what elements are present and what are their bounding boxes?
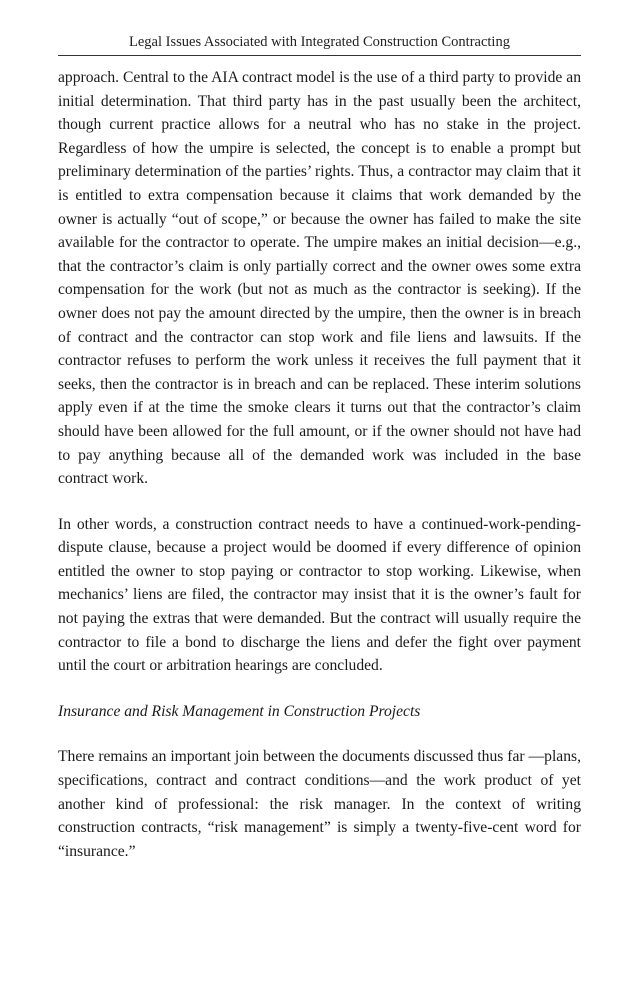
running-header: Legal Issues Associated with Integrated Construction Contracting — [129, 34, 510, 50]
section-heading: Insurance and Risk Management in Construction Projects — [58, 702, 421, 720]
paragraph-3: There remains an important join between the documents discussed thus far —plans, specifications, contract and contract conditions—and the work product of yet another kind of professional: the risk manager. In the context of writing construction contracts, “risk management” is simply a twenty-five-cent word for “insurance.” — [58, 748, 581, 860]
paragraph-2: In other words, a construction contract needs to have a continued-work-pending-dispute clause, because a project would be doomed if every difference of opinion entitled the owner to stop paying or contractor to stop working. Likewise, when mechanics’ liens are filed, the contractor may insist that it is the owner’s fault for not paying the extras that were demanded. But the contract will usually require the contractor to file a bond to discharge the liens and defer the fight over payment until the court or arbitration hearings are concluded. — [58, 515, 581, 675]
header-rule — [58, 55, 581, 56]
paragraph-1: approach. Central to the AIA contract model is the use of a third party to provide an initial determination. That third party has in the past usually been the architect, though current practice allows for a neutral who has no stake in the project. Regardless of how the umpire is selected, the concept is to enable a prompt but preliminary determination of the parties’ rights. Thus, a contractor may claim that it is entitled to extra compensation because it claims that work demanded by the owner is actually “out of scope,” or because the owner has failed to make the site available for the contractor to operate. The umpire makes an initial decision—e.g., that the contractor’s claim is only partially correct and the owner owes some extra compensation for the work (but not as much as the contractor is seeking). If the owner does not pay the amount directed by the umpire, then the owner is in breach of contract and the contractor can stop work and file liens and lawsuits. If the contractor refuses to perform the work unless it receives the full payment that it seeks, then the contractor is in breach and can be replaced. These interim solutions apply even if at the time the smoke clears it turns out that the contractor’s claim should have been allowed for the full amount, or if the owner should not have had to pay anything because all of the demanded work was included in the base contract work. — [58, 69, 581, 488]
body-text — [58, 66, 581, 863]
